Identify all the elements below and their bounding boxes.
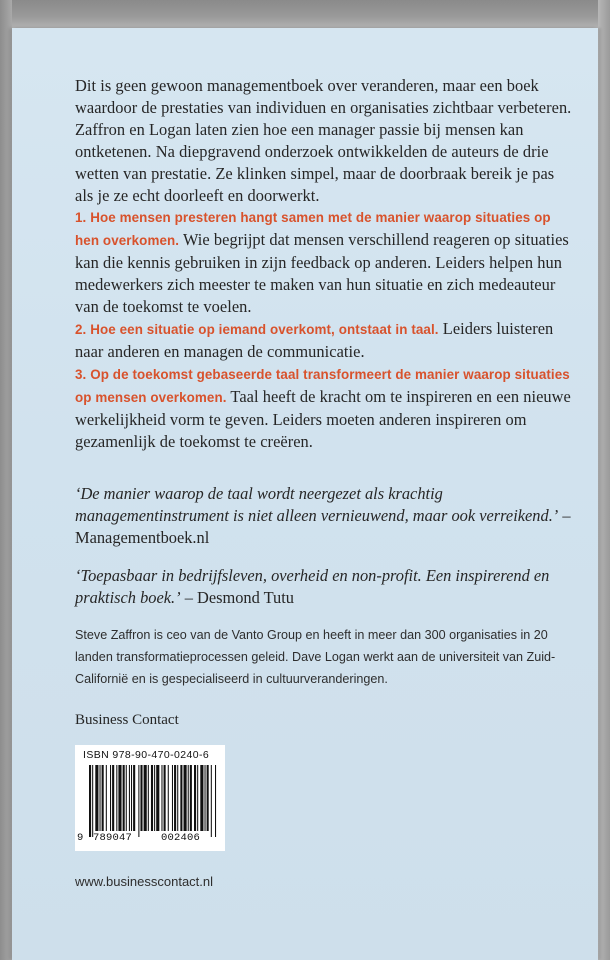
law-1-heading: 1. Hoe mensen presteren hangt samen met de manier waarop situaties op hen overkomen.: [75, 210, 551, 249]
page-edge-right: [598, 0, 610, 960]
page-edge-left: [0, 0, 12, 960]
quote-1-text: ‘De manier waarop de taal wordt neergezet als krachtig managementinstrument is niet alleen vernieuwend, maar ook verreikend.’: [75, 484, 559, 525]
barcode-bar: [123, 765, 125, 831]
barcode-bar: [118, 765, 121, 831]
barcode-bar: [156, 765, 159, 831]
barcode-bar: [172, 765, 173, 831]
barcode-bar: [164, 765, 166, 831]
publisher-name: Business Contact: [75, 712, 179, 728]
barcode-bar: [100, 765, 101, 831]
barcode-block: [75, 745, 225, 851]
barcode-bar: [161, 765, 162, 831]
barcode-bar: [138, 765, 139, 837]
law-2-text: Leiders luisteren naar anderen en managen de communicatie.: [75, 318, 554, 361]
quote-2-text: ‘Toepasbaar in bedrijfsleven, overheid en non-profit. Een inspirerend en praktisch boek.’: [75, 566, 550, 607]
law-2: [75, 318, 575, 363]
law-3-heading: 3. Op de toekomst gebaseerde taal transformeert de manier waarop situaties op mensen overkomen.: [75, 366, 570, 405]
barcode-bar: [151, 765, 153, 831]
barcode-bar: [184, 765, 187, 831]
barcode-bar: [205, 765, 206, 831]
law-3-text: Taal heeft de kracht om te inspireren en een nieuwe werkelijkheid vorm te geven. Leiders moeten anderen inspireren om gezamenlijk de toekomst te creëren.: [75, 386, 571, 451]
page-edge-top: [0, 0, 610, 28]
barcode-bar: [140, 765, 142, 831]
barcode-bar: [102, 765, 104, 831]
barcode-bar: [133, 765, 135, 831]
barcode-bar: [211, 765, 212, 837]
blurb: [75, 75, 575, 452]
website-link: www.businesscontact.nl: [75, 874, 214, 889]
barcode-bar: [112, 765, 114, 831]
barcode-bar: [197, 765, 198, 831]
barcode-bar: [129, 765, 130, 831]
quote-1-source: – Managementboek.nl: [75, 505, 571, 547]
blurb-paragraph-1: Dit is geen gewoon managementboek over veranderen, maar een boek waardoor de prestaties van individuen en organisaties zichtbaar verbeteren.: [75, 76, 572, 117]
barcode-bar: [106, 765, 107, 831]
barcode-bar: [95, 765, 98, 831]
barcode-right-digits: 002406: [161, 832, 201, 844]
barcode-bar: [180, 765, 182, 831]
barcode-bar: [126, 765, 127, 831]
quote-1: [75, 483, 575, 549]
author-bio: Steve Zaffron is ceo van de Vanto Group en heeft in meer dan 300 organisaties in 20 landen transformatieprocessen geleid. Dave Logan werkt aan de universiteit van Zuid-Californië en is gespecialiseerd in cultuurveranderingen.: [75, 628, 556, 686]
barcode-bar: [116, 765, 117, 831]
barcode-left-digits: 789047: [93, 832, 133, 844]
barcode-bar: [215, 765, 216, 837]
barcode-bar: [89, 765, 91, 837]
barcode-bar: [207, 765, 209, 831]
barcode-bar: [168, 765, 169, 831]
barcode-bar: [92, 765, 93, 837]
barcode-bar: [194, 765, 196, 831]
barcode-bar: [144, 765, 147, 831]
barcode-first-digit: 9: [77, 832, 84, 844]
law-2-heading: 2. Hoe een situatie op iemand overkomt, ontstaat in taal.: [75, 321, 439, 337]
blurb-paragraph-2: Zaffron en Logan laten zien hoe een manager passie bij mensen kan ontketenen. Na diepgravend onderzoek ontwikkelden de auteurs de drie wetten van prestatie. Ze klinken simpel, maar de doorbraak bereik je pas als je ze echt doorleeft en doorwerkt.: [75, 119, 555, 205]
barcode-bar: [174, 765, 176, 831]
barcode-bar: [110, 765, 111, 831]
barcode-bar: [148, 765, 149, 831]
isbn-label: ISBN 978-90-470-0240-6: [83, 749, 210, 761]
barcode-bar: [177, 765, 178, 831]
barcode-bar: [190, 765, 192, 831]
law-1-text: Wie begrijpt dat mensen verschillend reageren op situaties kan die kennis gebruiken in zijn feedback op anderen. Leiders helpen hun medewerkers zich meester te maken van hun situatie en zich medeauteur van de toekomst te voelen.: [75, 230, 569, 317]
quote-2: [75, 565, 575, 609]
law-3: [75, 363, 575, 453]
quote-2-source: – Desmond Tutu: [180, 587, 295, 607]
barcode-bar: [200, 765, 203, 831]
barcode-bar: [188, 765, 189, 831]
barcode-bar: [154, 765, 155, 831]
law-1: [75, 206, 575, 318]
barcode-bar: [131, 765, 132, 831]
